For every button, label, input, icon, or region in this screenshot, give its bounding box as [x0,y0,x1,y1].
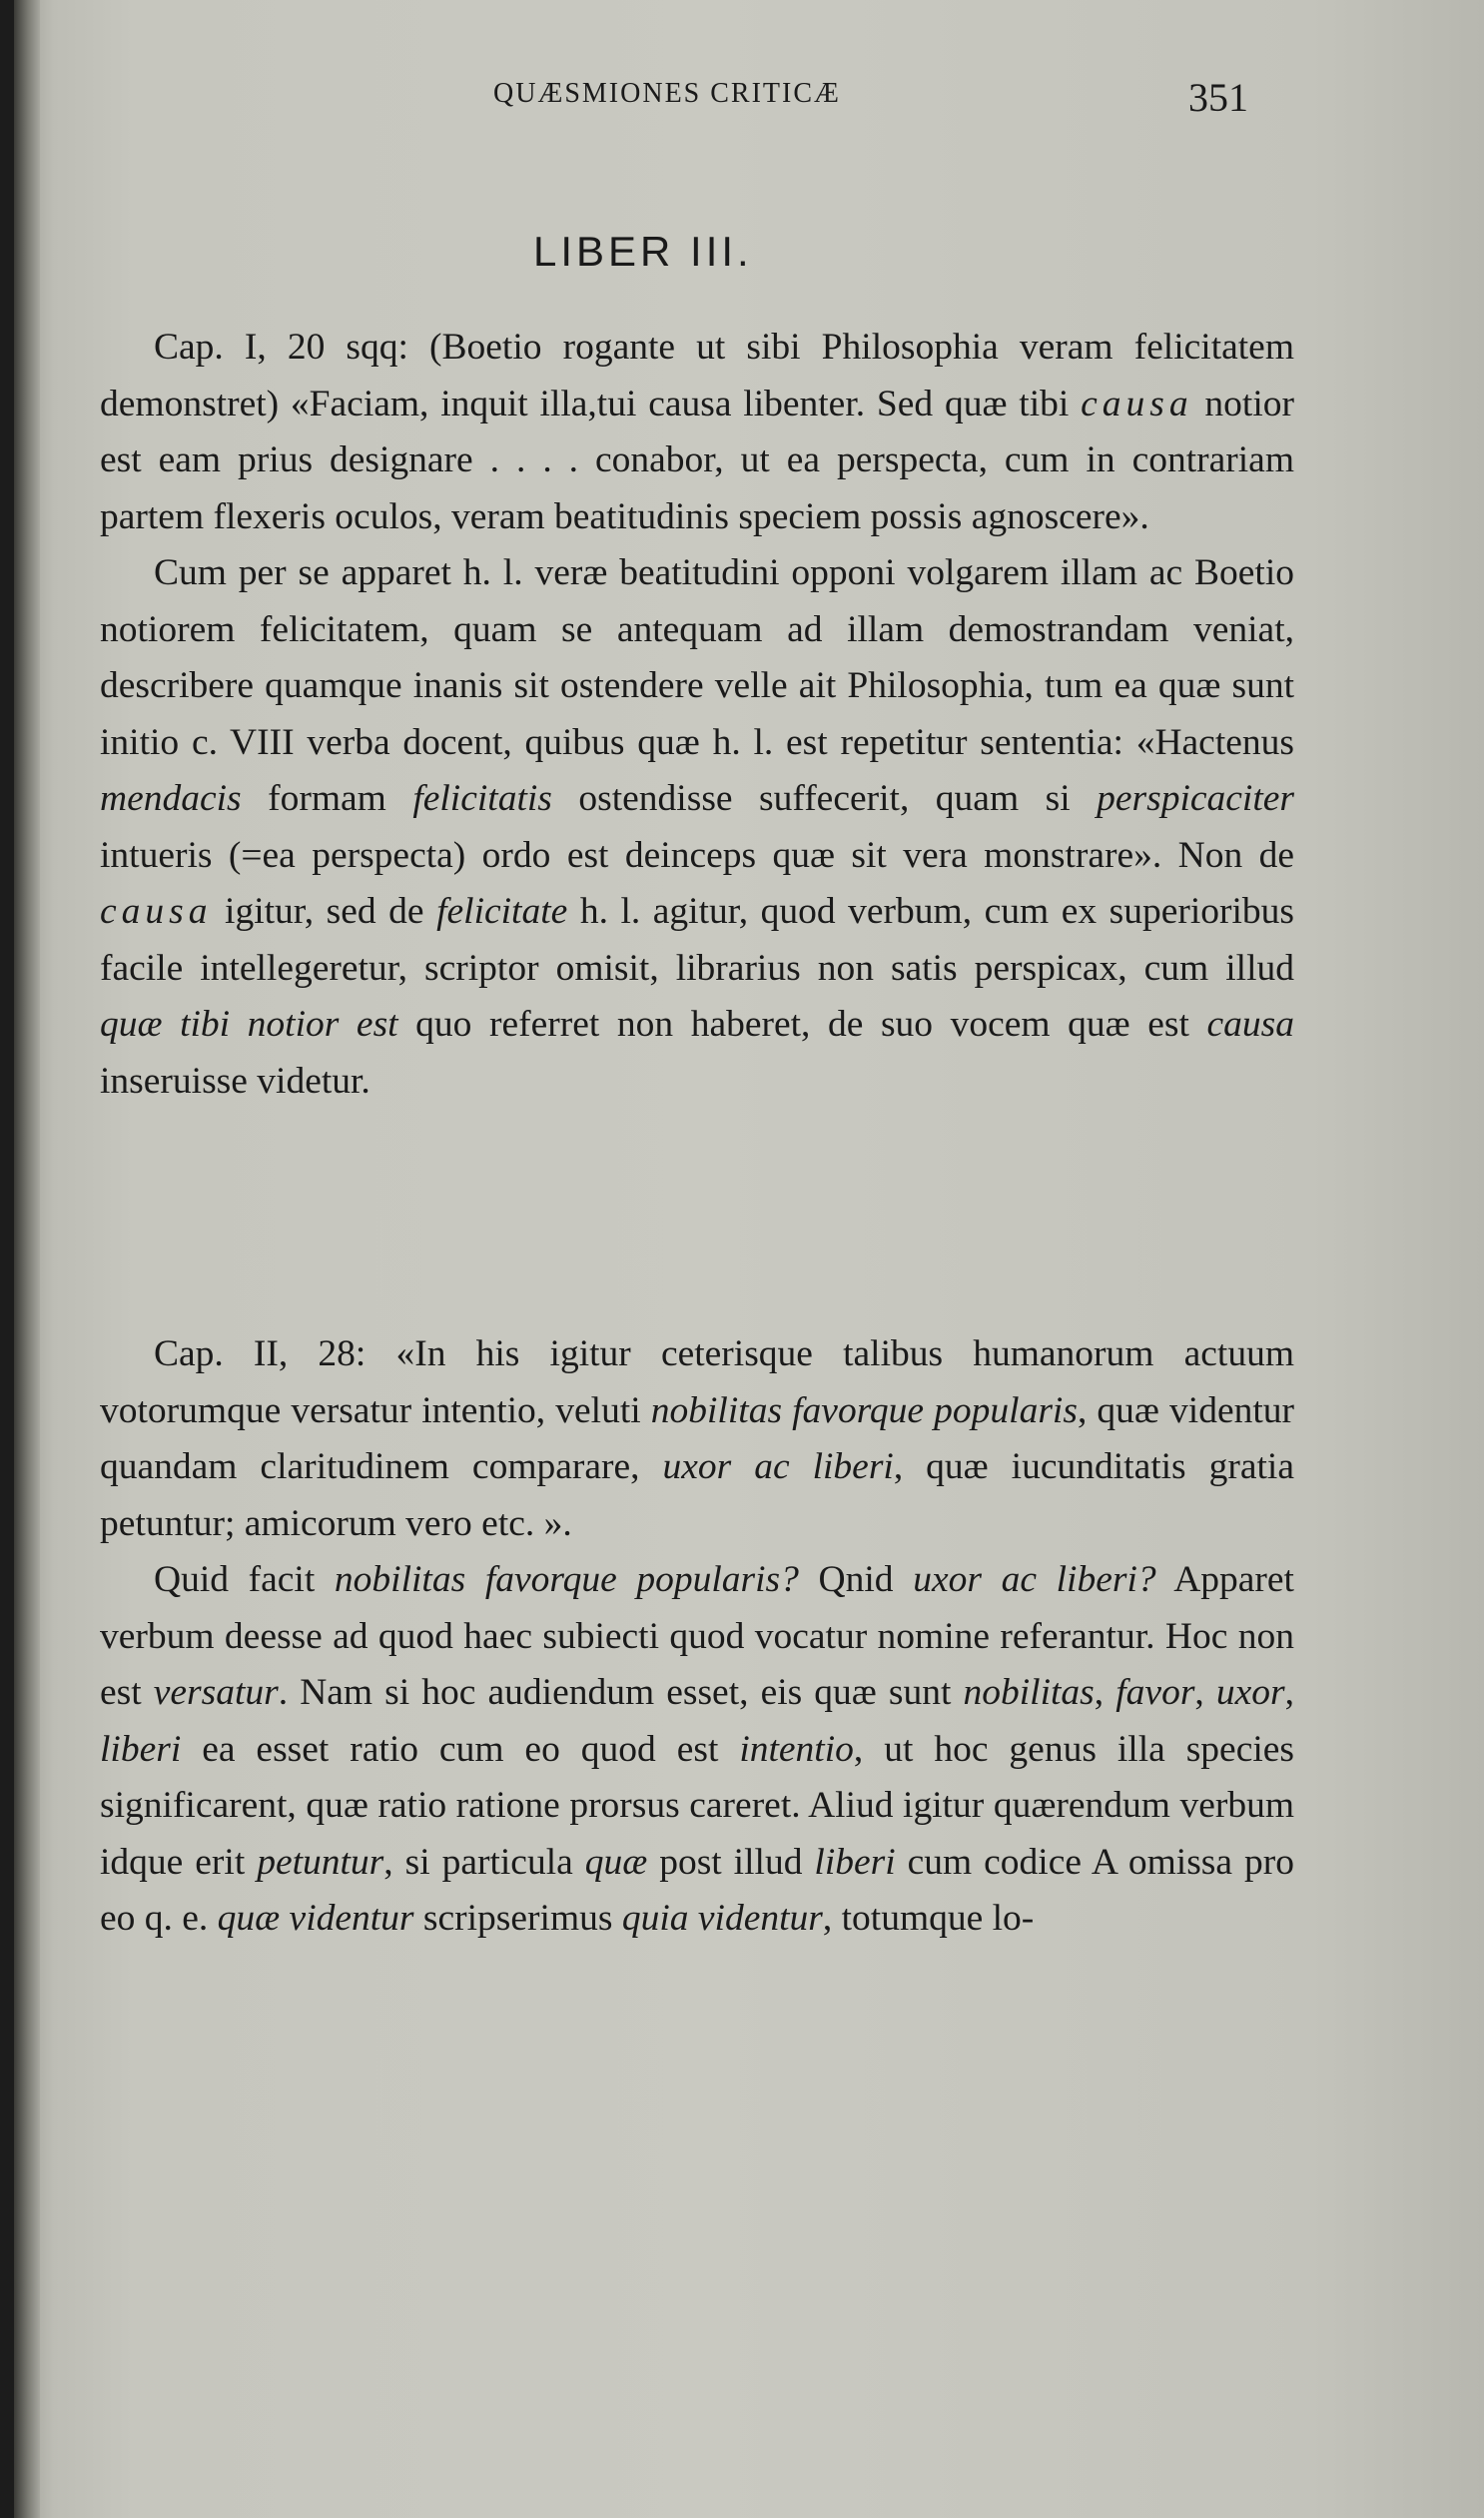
text-run: , ut hoc genus illa species significarent, quæ ratio ratione prorsus careret. Aliud igitur quærendum verbum idque erit [100,1728,1294,1883]
text-run: igitur, sed de [212,891,437,932]
italic-run: favor [1115,1672,1195,1713]
paragraph [100,545,1294,1110]
italic-run: petuntur [257,1841,384,1883]
text-run: ea esset ratio cum eo quod est [181,1728,740,1770]
text-run: Qnid [798,1559,914,1600]
italic-run: liberi [814,1841,896,1883]
text-run: intueris (=ea perspecta) ordo est deinceps quæ sit vera monstrare». Non de [100,834,1294,876]
paragraph [100,1552,1294,1948]
spaced-italic-run: causa [1081,383,1193,424]
text-run: scripserimus [413,1898,622,1939]
text-run: , si particula [383,1841,585,1883]
italic-run: nobilitas favorque popularis? [334,1559,799,1600]
text-run: Apparet verbum deesse ad quod haec subiecti quod vocatur nomine referantur. Hoc non est [100,1559,1294,1713]
text-run: notior est eam prius designare . . . . conabor, ut ea perspecta, cum in contrariam partem flexeris oculos, veram beatitudinis speciem possis agnoscere». [100,383,1294,537]
text-run: Cap. I, 20 sqq: (Boetio rogante ut sibi Philosophia veram felicitatem demonstret) «Faciam, inquit illa,tui causa libenter. Sed quæ tibi [100,327,1294,424]
italic-run: mendacis [100,778,242,819]
italic-run: intentio [739,1728,854,1770]
section-liber-iii-cap-i [100,320,1294,1110]
text-run: formam [241,778,413,819]
italic-run: quæ [584,1841,648,1883]
italic-run: uxor [1215,1672,1285,1713]
text-run: post illud [647,1841,815,1883]
italic-run: liberi [100,1728,182,1770]
text-run: cum codice A omissa pro eo q. e. [100,1841,1294,1939]
text-run: ostendisse suffecerit, quam si [551,778,1098,819]
italic-run: causa [1206,1004,1294,1045]
text-run: , [1284,1672,1295,1713]
text-run: , [1094,1672,1116,1713]
text-run: . Nam si hoc audiendum esset, eis quæ sunt [278,1672,964,1713]
text-run: Cap. II, 28: «In his igitur ceterisque talibus humanorum actuum votorumque versatur intentio, veluti [100,1333,1294,1431]
italic-run: perspicaciter [1097,778,1294,819]
italic-run: quia videntur [621,1898,823,1939]
text-run: Quid facit [154,1559,335,1600]
italic-run: nobilitas favorque popularis [650,1389,1078,1431]
text-run: , quæ iucunditatis gratia petuntur; amicorum vero etc. ». [100,1446,1294,1544]
paragraph [100,320,1294,545]
italic-run: felicitatis [412,778,552,819]
italic-run: nobilitas [963,1672,1095,1713]
text-run: inseruisse videtur. [100,1060,371,1102]
paragraph [100,1326,1294,1552]
running-head: QUÆSMIONES CRITICÆ [493,78,841,109]
italic-run: quæ tibi notior est [100,1004,398,1045]
text-run: , totumque lo- [822,1898,1035,1939]
book-page [14,0,1484,2518]
page-gutter-shadow [14,0,40,2518]
section-liber-iii-cap-ii [100,1326,1294,1948]
spaced-italic-run: causa [100,891,213,932]
text-run: , [1194,1672,1216,1713]
book-heading: LIBER III. [533,228,753,275]
italic-run: versatur [153,1672,279,1713]
italic-run: quæ videntur [217,1898,414,1939]
text-run: quo referret non haberet, de suo vocem quæ est [397,1004,1207,1045]
text-run: Cum per se apparet h. l. veræ beatitudini opponi volgarem illam ac Boetio notiorem felicitatem, quam se antequam ad illam demostrandam veniat, describere quamque inanis sit ostendere velle ait Philosophia, tum ea quæ sunt initio c. VIII verba docent, quibus quæ h. l. est repetitur sententia: «Hactenus [100,552,1294,763]
text-run: h. l. agitur, quod verbum, cum ex superioribus facile intellegeretur, scriptor omisit, librarius non satis perspicax, cum illud [100,891,1295,989]
italic-run: felicitate [436,891,568,932]
italic-run: uxor ac liberi [662,1446,894,1487]
text-run: , quæ videntur quandam claritudinem comparare, [100,1389,1295,1487]
italic-run: uxor ac liberi? [913,1559,1156,1600]
page-number: 351 [1188,75,1248,120]
